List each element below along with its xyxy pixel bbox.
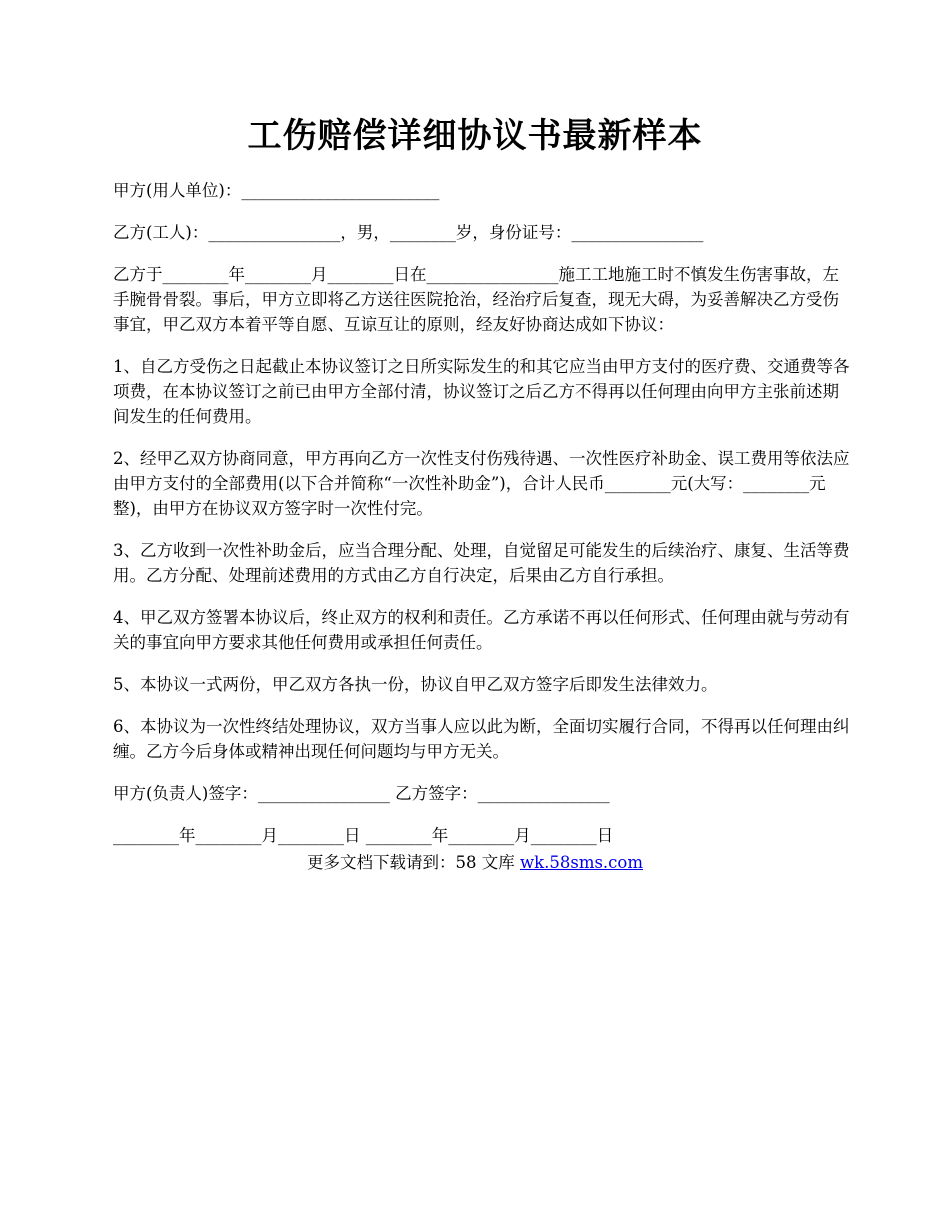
- clause-3: 3、乙方收到一次性补助金后，应当合理分配、处理，自觉留足可能发生的后续治疗、康复、生活等费用。乙方分配、处理前述费用的方式由乙方自行决定，后果由乙方自行承担。: [113, 541, 850, 585]
- clause-2: 2、经甲乙双方协商同意，甲方再向乙方一次性支付伤残待遇、一次性医疗补助金、误工费用等依法应由甲方支付的全部费用(以下合并简称“一次性补助金”)，合计人民币________元(大写：________元整)，由甲方在协议双方签字时一次性付完。: [113, 449, 850, 518]
- footer-link[interactable]: wk.58sms.com: [519, 853, 643, 872]
- signature-line: 甲方(负责人)签字：________________ 乙方签字：________________: [113, 784, 610, 803]
- document-title: 工伤赔偿详细协议书最新样本: [247, 116, 703, 156]
- clause-5: 5、本协议一式两份，甲乙双方各执一份，协议自甲乙双方签字后即发生法律效力。: [113, 675, 718, 694]
- intro-paragraph: 乙方于________年________月________日在________________施工工地施工时不慎发生伤害事故，左手腕骨骨裂。事后，甲方立即将乙方送往医院抢治，经治疗后复查，现无大碍，为妥善解决乙方受伤事宜，甲乙双方本着平等自愿、互谅互让的原则，经友好协商达成如下协议：: [113, 265, 839, 334]
- document-body: [113, 178, 853, 865]
- footer-prefix: 更多文档下载请到：58 文库: [306, 853, 520, 872]
- clause-6: 6、本协议为一次性终结处理协议，双方当事人应以此为断，全面切实履行合同，不得再以任何理由纠缠。乙方今后身体或精神出现任何问题均与甲方无关。: [113, 717, 850, 761]
- party-b-line: 乙方(工人)：________________，男，________岁，身份证号：________________: [113, 223, 704, 242]
- clause-4: 4、甲乙双方签署本协议后，终止双方的权利和责任。乙方承诺不再以任何形式、任何理由就与劳动有关的事宜向甲方要求其他任何费用或承担任何责任。: [113, 608, 850, 652]
- clause-1: 1、自乙方受伤之日起截止本协议签订之日所实际发生的和其它应当由甲方支付的医疗费、交通费等各项费，在本协议签订之前已由甲方全部付清，协议签订之后乙方不得再以任何理由向甲方主张前述期间发生的任何费用。: [113, 357, 850, 426]
- date-line: ________年________月________日 ________年________月________日: [113, 826, 614, 845]
- download-footer: [0, 850, 950, 876]
- party-a-line: 甲方(用人单位)：________________________: [113, 181, 440, 200]
